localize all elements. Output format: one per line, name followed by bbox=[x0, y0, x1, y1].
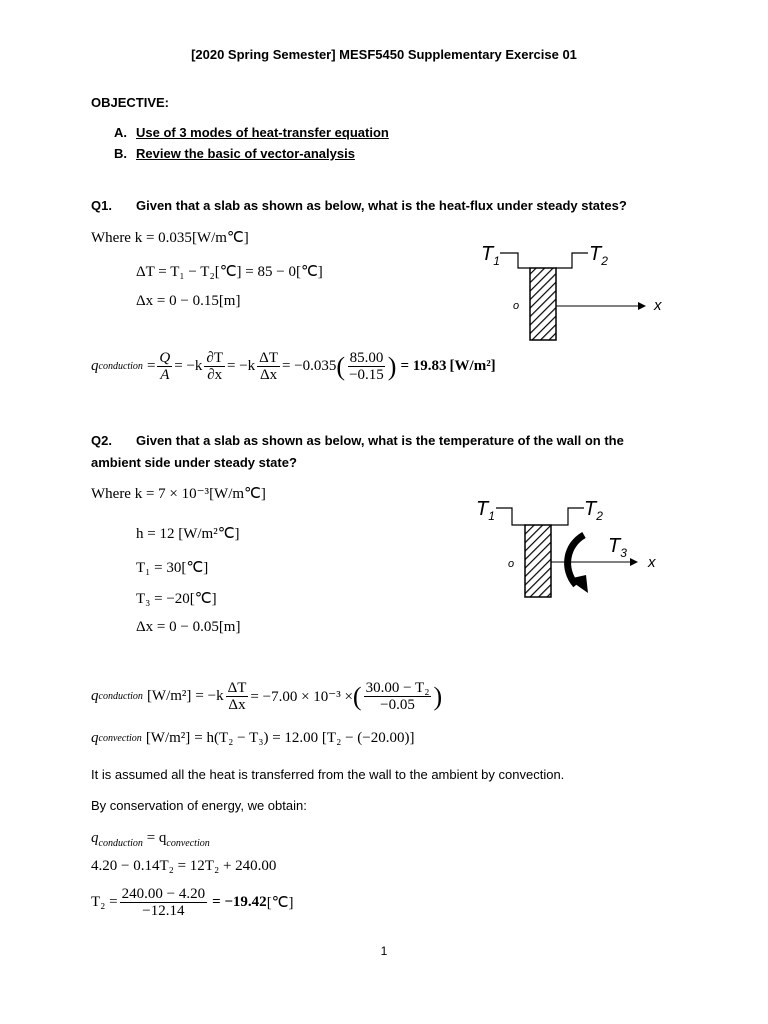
q1-diagram-t1: $T_1$ bbox=[481, 243, 500, 268]
q2-linear-equation: 4.20 − 0.14T₂ = 12T₂ + 240.00 bbox=[91, 858, 277, 874]
q2-x-axis-arrowhead bbox=[630, 558, 638, 566]
q1-diagram-origin: o bbox=[513, 300, 520, 312]
q1-diagram-t2: $T_2$ bbox=[589, 243, 608, 268]
q2-number: Q2. bbox=[91, 433, 112, 448]
q2-question-line2: ambient side under steady state? bbox=[91, 455, 297, 470]
q2-conduction-equation: q conduction [W/m²] = −k $\frac{\Delta T}{\Delta x}$ = −7.00 × 10⁻³ × ( $\frac{\text{30.00 − T₂}}{-0.05}$ ) bbox=[91, 680, 443, 713]
q1-delta-x: Δx = 0 − 0.15[m] bbox=[136, 293, 241, 309]
q2-t2-profile bbox=[551, 508, 584, 525]
q2-convection-equation: q convection [W/m²] = h(T₂ − T₃) = 12.00 [T₂ − (−20.00)] bbox=[91, 730, 415, 746]
q1-delta-t: ΔT = T₁ − T₂[℃] = 85 − 0[℃] bbox=[136, 264, 323, 280]
q1-number: Q1. bbox=[91, 198, 112, 213]
q1-slab bbox=[530, 268, 556, 340]
q1-x-axis-arrowhead bbox=[638, 302, 646, 310]
q2-t1-profile bbox=[496, 508, 525, 525]
objective-item-b: Review the basic of vector-analysis bbox=[136, 146, 355, 161]
q2-energy-balance: $q_{conduction} = q_{convection}$ bbox=[91, 830, 210, 849]
objective-marker-a: A. bbox=[114, 125, 127, 140]
q2-t2-solution: T₂ = $\frac{240.00 - 4.20}{-12.14}$ = −19.42 [℃] bbox=[91, 886, 294, 919]
page-number: 1 bbox=[380, 944, 388, 958]
objective-heading: OBJECTIVE: bbox=[91, 95, 170, 110]
q1-flux-equation: q conduction = $\frac{Q}{A}$ = −k $\frac{\partial T}{\partial x}$ = −k $\frac{\Delta T}{\Delta x}$ = −0.035 ( $\frac{85.00}{-0.15}$ ) = 19.83 [W/m²] bbox=[91, 350, 496, 383]
page-title: [2020 Spring Semester] MESF5450 Supplementary Exercise 01 bbox=[191, 47, 577, 62]
q2-statement-1: It is assumed all the heat is transferred from the wall to the ambient by convection. bbox=[91, 767, 565, 782]
q2-h-line: h = 12 [W/m²℃] bbox=[136, 526, 240, 542]
q2-diagram-t3: $T_3$ bbox=[608, 535, 627, 560]
q1-slab-diagram bbox=[470, 240, 670, 340]
q2-slab bbox=[525, 525, 551, 597]
q1-question: Given that a slab as shown as below, what is the heat-flux under steady states? bbox=[136, 198, 627, 213]
q1-t1-profile bbox=[500, 253, 530, 268]
q2-question-line1: Given that a slab as shown as below, what is the temperature of the wall on the bbox=[136, 433, 624, 448]
q2-statement-2: By conservation of energy, we obtain: bbox=[91, 798, 307, 813]
q2-t3-line: T₃ = −20[℃] bbox=[136, 591, 217, 607]
q2-diagram-t2: $T_2$ bbox=[584, 498, 603, 523]
q1-diagram-x-label: x bbox=[654, 297, 662, 314]
q1-t2-profile bbox=[556, 253, 588, 268]
q2-diagram-x-label: x bbox=[648, 554, 656, 571]
q2-diagram-t1: $T_1$ bbox=[476, 498, 495, 523]
q2-diagram-origin: o bbox=[508, 558, 515, 570]
q2-slab-diagram bbox=[470, 495, 670, 605]
q2-t1-line: T₁ = 30[℃] bbox=[136, 560, 209, 576]
objective-marker-b: B. bbox=[114, 146, 127, 161]
objective-item-a: Use of 3 modes of heat-transfer equation bbox=[136, 125, 389, 140]
q2-where-k: Where k = 7 × 10⁻³[W/m℃] bbox=[91, 486, 266, 502]
q2-dx-line: Δx = 0 − 0.05[m] bbox=[136, 619, 241, 635]
q1-where-k: Where k = 0.035[W/m℃] bbox=[91, 230, 249, 246]
